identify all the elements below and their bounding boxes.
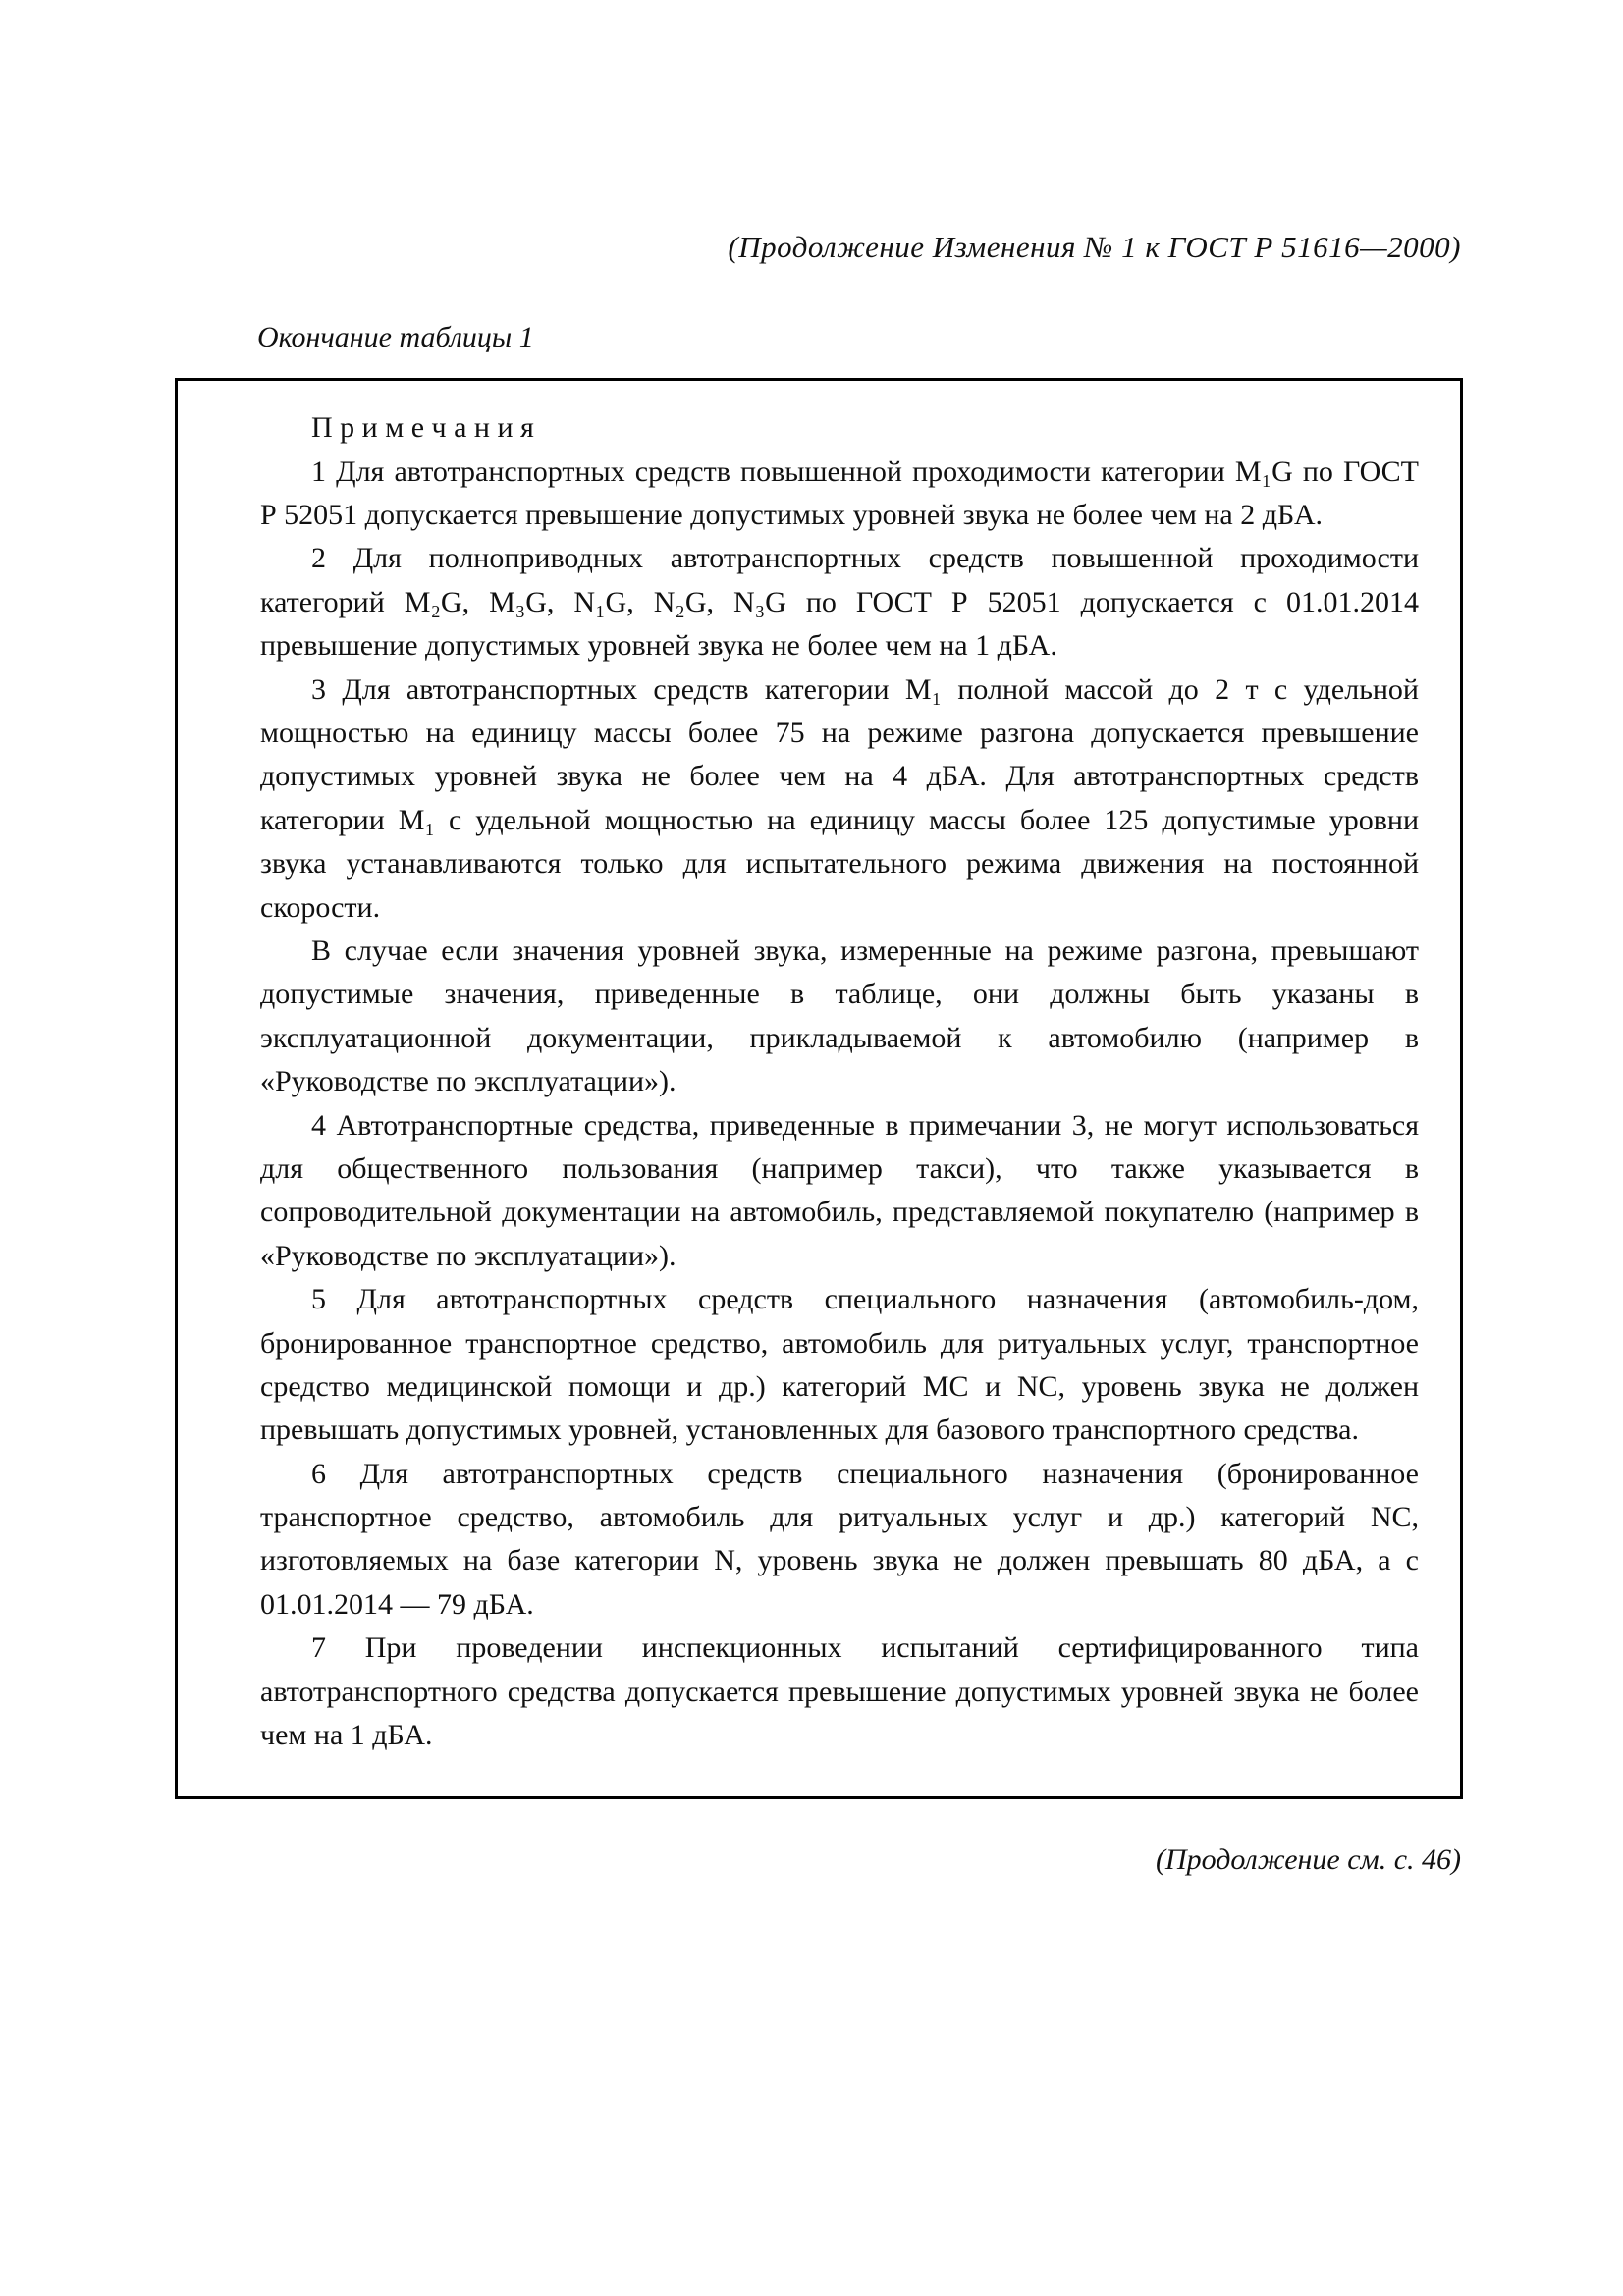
note-paragraph: 6 Для автотранспортных средств специального назначения (бронированное транспортное средство, автомобиль для ритуальных услуг и др.) категорий NC, изготовляемых на базе категории N, уровень звука не должен превышать 80 дБА, а с 01.01.2014 — 79 дБА. (260, 1457, 1419, 1621)
notes-box (175, 378, 1463, 1799)
notes-list (260, 451, 1419, 1758)
table-caption: Окончание таблицы 1 (257, 321, 534, 354)
running-header: (Продолжение Изменения № 1 к ГОСТ Р 51616—2000) (728, 230, 1461, 264)
note-paragraph: 3 Для автотранспортных средств категории M₁ полной массой до 2 т с удельной мощностью на единицу массы более 75 на режиме разгона допускается превышение допустимых уровней звука не более чем на 4 дБА. Для автотранспортных средств категории M₁ с удельной мощностью на единицу массы более 125 допустимые уровни звука устанавливаются только для испытательного режима движения на постоянной скорости. (260, 672, 1419, 924)
note-paragraph: 4 Автотранспортные средства, приведенные в примечании 3, не могут использоваться для общественного пользования (например такси), что также указывается в сопроводительной документации на автомобиль, представляемой покупателю (например в «Руководстве по эксплуатации»). (260, 1108, 1419, 1272)
note-paragraph: 2 Для полноприводных автотранспортных средств повышенной проходимости категорий M₂G, M₃G, N₁G, N₂G, N₃G по ГОСТ Р 52051 допускается с 01.01.2014 превышение допустимых уровней звука не более чем на 1 дБА. (260, 542, 1419, 663)
note-paragraph: 5 Для автотранспортных средств специального назначения (автомобиль-дом, бронированное транспортное средство, автомобиль для ритуальных услуг, транспортное средство медицинской помощи и др.) категорий МС и NC, уровень звука не должен превышать допустимых уровней, установленных для базового транспортного средства. (260, 1283, 1419, 1447)
note-paragraph: В случае если значения уровней звука, измеренные на режиме разгона, превышают допустимые значения, приведенные в таблице, они должны быть указаны в эксплуатационной документации, прикладываемой к автомобилю (например в «Руководстве по эксплуатации»). (260, 934, 1419, 1098)
continuation-footer: (Продолжение см. с. 46) (1155, 1843, 1461, 1877)
notes-title: П р и м е ч а н и я (311, 411, 534, 445)
note-paragraph: 7 При проведении инспекционных испытаний сертифицированного типа автотранспортного средства допускается превышение допустимых уровней звука не более чем на 1 дБА. (260, 1631, 1419, 1752)
note-paragraph: 1 Для автотранспортных средств повышенной проходимости категории M₁G по ГОСТ Р 52051 допускается превышение допустимых уровней звука не более чем на 2 дБА. (260, 454, 1419, 532)
